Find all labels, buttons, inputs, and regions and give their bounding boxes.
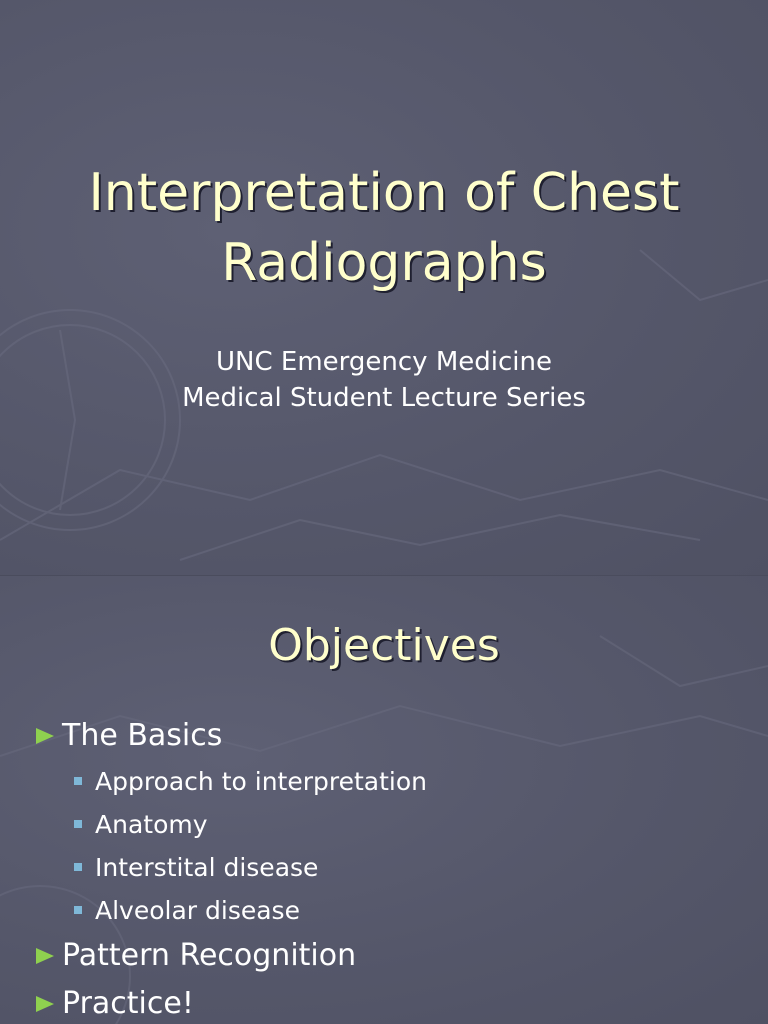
bullet-label: Pattern Recognition — [62, 938, 357, 973]
slide-title-line-2: Radiographs — [221, 233, 547, 293]
slide-title-line-1: Interpretation of Chest — [88, 163, 680, 223]
objectives-slide — [0, 576, 768, 1024]
square-bullet-icon — [74, 820, 82, 828]
bullet-label: Practice! — [62, 986, 194, 1021]
square-bullet-icon — [74, 777, 82, 785]
triangle-bullet-icon — [36, 728, 54, 744]
sub-bullet-label: Anatomy — [95, 810, 208, 839]
sub-list-item — [36, 803, 427, 846]
slide-title — [0, 158, 768, 298]
sub-bullet-label: Interstital disease — [95, 853, 319, 882]
list-item — [36, 712, 427, 760]
list-item — [36, 932, 427, 980]
square-bullet-icon — [74, 863, 82, 871]
square-bullet-icon — [74, 906, 82, 914]
objectives-list — [36, 712, 427, 1024]
objectives-title: Objectives — [268, 620, 500, 671]
triangle-bullet-icon — [36, 996, 54, 1012]
slide-subtitle — [0, 344, 768, 416]
sub-list-item — [36, 889, 427, 932]
list-item — [36, 980, 427, 1024]
subtitle-line-1: UNC Emergency Medicine — [216, 347, 552, 377]
sub-bullet-label: Approach to interpretation — [95, 767, 428, 796]
triangle-bullet-icon — [36, 948, 54, 964]
sub-bullet-label: Alveolar disease — [95, 896, 300, 925]
bullet-label: The Basics — [62, 718, 223, 753]
sub-list-item — [36, 846, 427, 889]
subtitle-line-2: Medical Student Lecture Series — [182, 383, 586, 413]
sub-list-item — [36, 760, 427, 803]
